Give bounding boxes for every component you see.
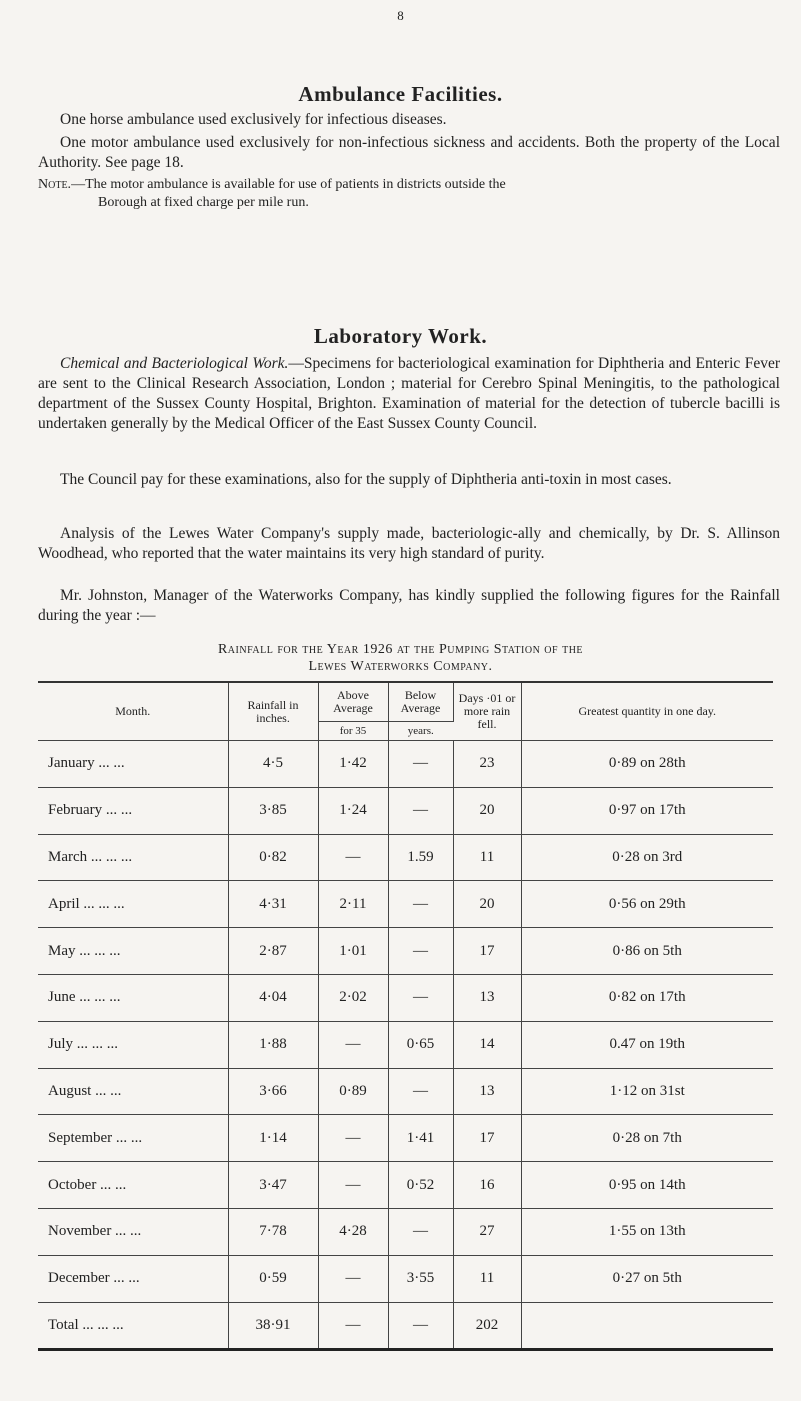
cell-greatest: 0·95 on 14th [521,1162,773,1209]
cell-below: 0·65 [388,1021,453,1068]
cell-rain: 3·47 [228,1162,318,1209]
cell-greatest: 0·56 on 29th [521,881,773,928]
cell-days: 20 [453,881,521,928]
ambulance-heading: Ambulance Facilities. [298,82,503,106]
cell-below: — [388,974,453,1021]
cell-rain: 0·59 [228,1255,318,1302]
cell-below: 3·55 [388,1255,453,1302]
cell-greatest: 0.47 on 19th [521,1021,773,1068]
ambulance-paragraph-1: One horse ambulance used exclusively for infectious diseases. [60,111,447,128]
cell-rain: 1·88 [228,1021,318,1068]
cell-month: March ... ... ... [38,834,228,881]
cell-days: 17 [453,928,521,975]
cell-above: — [318,834,388,881]
cell-greatest: 0·27 on 5th [521,1255,773,1302]
cell-month: September ... ... [38,1115,228,1162]
page-number: 8 [397,8,404,23]
cell-rain: 3·85 [228,787,318,834]
laboratory-paragraph-1 [38,354,780,434]
cell-greatest: 0·89 on 28th [521,741,773,788]
cell-above: 1·01 [318,928,388,975]
cell-greatest [521,1302,773,1350]
table-row [38,1162,773,1209]
ambulance-note [38,176,780,212]
cell-greatest: 1·55 on 13th [521,1208,773,1255]
laboratory-paragraph-2: The Council pay for these examinations, also for the supply of Diphtheria anti-toxin in most cases. [60,471,672,488]
cell-month: January ... ... [38,741,228,788]
cell-days: 16 [453,1162,521,1209]
cell-month: July ... ... ... [38,1021,228,1068]
cell-below: — [388,881,453,928]
cell-greatest: 0·82 on 17th [521,974,773,1021]
cell-days: 27 [453,1208,521,1255]
cell-above: 0·89 [318,1068,388,1115]
cell-rain: 4·5 [228,741,318,788]
cell-month: May ... ... ... [38,928,228,975]
cell-rain: 4·04 [228,974,318,1021]
cell-rain: 2·87 [228,928,318,975]
cell-days: 20 [453,787,521,834]
lab-subheading: Chemical and Bacteriological Work. [60,355,289,372]
cell-month: November ... ... [38,1208,228,1255]
cell-month: December ... ... [38,1255,228,1302]
rainfall-title-line-2: Lewes Waterworks Company. [308,659,493,674]
table-row [38,741,773,788]
cell-rain: 1·14 [228,1115,318,1162]
cell-above: 1·42 [318,741,388,788]
table-row [38,974,773,1021]
cell-above: — [318,1255,388,1302]
header-days: Days ·01 or more rain fell. [453,682,521,741]
cell-month: October ... ... [38,1162,228,1209]
cell-below: 0·52 [388,1162,453,1209]
header-greatest: Greatest quantity in one day. [521,682,773,741]
lab-paragraph-1-text: —Specimens for bacteriological examination for Diphtheria and Enteric Fever are sent to the Clinical Research Association, London ; material for Cerebro Spinal Meningitis, to the pathological department of the Sussex County Hospital, Brighton. Examination of material for the detection of tubercle bacilli is undertaken generally by the Medical Officer of the East Sussex County Council. [38,355,780,432]
cell-greatest: 0·28 on 3rd [521,834,773,881]
cell-days: 11 [453,834,521,881]
cell-above: — [318,1302,388,1350]
note-label: Note. [38,177,72,192]
rainfall-table-body [38,741,773,1350]
header-sub-above: for 35 [318,722,388,741]
cell-above: — [318,1162,388,1209]
cell-rain: 4·31 [228,881,318,928]
table-row [38,1115,773,1162]
cell-month: August ... ... [38,1068,228,1115]
table-row [38,787,773,834]
cell-month: Total ... ... ... [38,1302,228,1350]
header-month: Month. [38,682,228,741]
cell-above: — [318,1115,388,1162]
cell-month: June ... ... ... [38,974,228,1021]
cell-rain: 7·78 [228,1208,318,1255]
cell-month: February ... ... [38,787,228,834]
rainfall-title-line-1: Rainfall for the Year 1926 at the Pumping Station of the [217,642,584,657]
cell-rain: 3·66 [228,1068,318,1115]
cell-above: 4·28 [318,1208,388,1255]
header-rainfall: Rainfall in inches. [228,682,318,741]
table-row [38,1302,773,1350]
cell-below: — [388,928,453,975]
cell-days: 13 [453,974,521,1021]
cell-above: 1·24 [318,787,388,834]
table-row [38,1208,773,1255]
cell-greatest: 0·86 on 5th [521,928,773,975]
ambulance-paragraph-2: One motor ambulance used exclusively for non-infectious sickness and accidents. Both the property of the Local Authority. See page 18. [38,134,780,171]
table-row [38,1021,773,1068]
cell-days: 14 [453,1021,521,1068]
rainfall-table-title [0,641,801,675]
cell-below: 1·41 [388,1115,453,1162]
table-row [38,928,773,975]
cell-below: 1.59 [388,834,453,881]
cell-below: — [388,1302,453,1350]
cell-rain: 0·82 [228,834,318,881]
table-row [38,1068,773,1115]
laboratory-paragraph-4: Mr. Johnston, Manager of the Waterworks Company, has kindly supplied the following figures for the Rainfall during the year :— [38,587,780,624]
cell-days: 23 [453,741,521,788]
cell-greatest: 0·28 on 7th [521,1115,773,1162]
header-sub-below: years. [388,722,453,741]
header-below-average: Below Average [388,682,453,722]
cell-above: — [318,1021,388,1068]
cell-below: — [388,1068,453,1115]
note-text-continued: Borough at fixed charge per mile run. [98,195,309,210]
cell-rain: 38·91 [228,1302,318,1350]
cell-below: — [388,741,453,788]
cell-above: 2·11 [318,881,388,928]
cell-below: — [388,1208,453,1255]
cell-above: 2·02 [318,974,388,1021]
cell-month: April ... ... ... [38,881,228,928]
note-text: —The motor ambulance is available for use of patients in districts outside the [71,177,506,192]
cell-days: 202 [453,1302,521,1350]
laboratory-paragraph-3: Analysis of the Lewes Water Company's supply made, bacteriologic-ally and chemically, by Dr. S. Allinson Woodhead, who reported that the water maintains its very high standard of purity. [38,525,780,562]
cell-days: 11 [453,1255,521,1302]
cell-days: 13 [453,1068,521,1115]
laboratory-heading: Laboratory Work. [313,324,488,348]
rainfall-table [38,681,773,1351]
table-row [38,881,773,928]
cell-below: — [388,787,453,834]
cell-days: 17 [453,1115,521,1162]
table-row [38,1255,773,1302]
cell-greatest: 0·97 on 17th [521,787,773,834]
cell-greatest: 1·12 on 31st [521,1068,773,1115]
header-above-average: Above Average [318,682,388,722]
table-row [38,834,773,881]
